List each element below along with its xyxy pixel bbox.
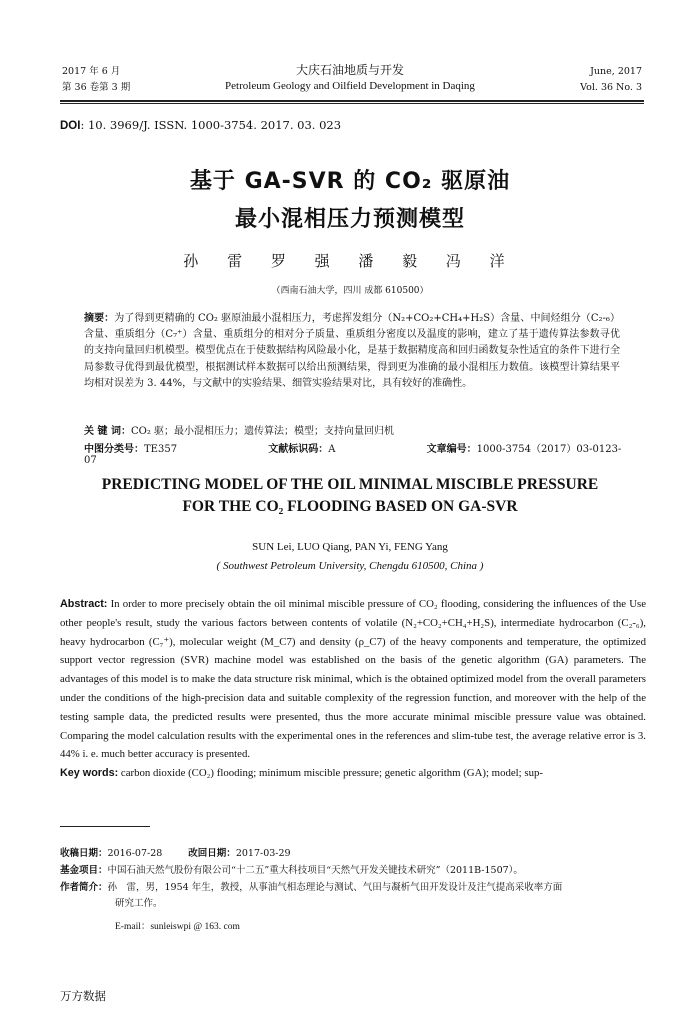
authors-en: SUN Lei, LUO Qiang, PAN Yi, FENG Yang [252, 541, 448, 553]
received-value: 2016-07-28 [107, 848, 163, 859]
footnote-dates [60, 846, 648, 862]
author-value-cont: 研究工作。 [115, 898, 163, 909]
author-value: 孙 雷，男，1954 年生，教授，从事油气相态理论与测试、气田与凝析气田开发设计及注气提高采收率方面 [107, 882, 563, 893]
keywords-en-text: carbon dioxide (CO₂) flooding; minimum miscible pressure; genetic algorithm (GA); model; sup- [120, 767, 543, 780]
doi-value: 10. 3969/J. ISSN. 1000-3754. 2017. 03. 023 [87, 118, 342, 132]
author-email: E-mail：sunleiswpi @ 163. com [115, 922, 240, 932]
keywords-cn [84, 422, 394, 437]
title-en-line1: PREDICTING MODEL OF THE OIL MINIMAL MISCIBLE PRESSURE [101, 476, 599, 493]
clc-label: 中图分类号： [84, 444, 144, 455]
abstract-en-label: Abstract: [60, 598, 108, 610]
keywords-cn-text: CO₂ 驱；最小混相压力；遗传算法；模型；支持向量回归机 [130, 426, 395, 437]
fund-value: 中国石油天然气股份有限公司“十二五”重大科技项目“天然气开发关键技术研究”（2011B-1507）。 [107, 865, 523, 876]
header-rule-thin [60, 103, 644, 104]
journal-title-cn: 大庆石油地质与开发 [295, 63, 404, 77]
footnote-rule [60, 826, 150, 827]
affiliation-cn: （西南石油大学，四川 成都 610500） [271, 286, 429, 296]
title-en-line2: FOR THE CO₂ FLOODING BASED ON GA-SVR [182, 498, 518, 515]
abstract-cn-text: 为了得到更精确的 CO₂ 驱原油最小混相压力，考虑挥发组分（N₂+CO₂+CH₄+H₂S）含量、中间烃组分（C₂-₆）含量、重质组分（C₇⁺）含量、重质组分的相对分子质量、重质组分密度以及温度的影响，建立了基于遗传算法参数寻优的支持向量回归机模型。模型优点在于使数据结构风险最小化，是基于数据精度高和回归函数复杂性适宜的条件下进行全局参数寻优得到最优模型，根据测试样本数据可以给出预测结果，得到更为准确的最小混相压力数值。该模型计算结果平均相对误差为 3. 44%，与文献中的实验结果、细管实验结果对比，具有较好的准确性。 [84, 313, 620, 389]
abstract-en [60, 595, 646, 783]
revised-label: 改回日期： [188, 848, 236, 859]
title-cn-line1: 基于 GA-SVR 的 CO₂ 驱原油 [189, 169, 511, 194]
doc-code-value: A [328, 444, 336, 455]
keywords-en-label: Key words: [60, 767, 119, 780]
revised-value: 2017-03-29 [235, 848, 291, 859]
header-volume-cn: 第 36 卷第 3 期 [62, 82, 131, 93]
doi-label: DOI [60, 120, 81, 132]
doi-line: DOI: 10. 3969/J. ISSN. 1000-3754. 2017. 03. 023 [60, 118, 342, 132]
affiliation-en: ( Southwest Petroleum University, Chengdu 610500, China ) [216, 560, 484, 572]
article-number-value: 1000-3754（2017）03-0123-07 [84, 444, 622, 466]
abstract-cn [84, 311, 620, 392]
abstract-cn-label: 摘要： [84, 313, 115, 324]
keywords-cn-label: 关 键 词： [84, 426, 131, 437]
header-date-cn: 2017 年 6 月 [62, 66, 121, 77]
authors-cn: 孙 雷 罗 强 潘 毅 冯 洋 [183, 252, 517, 270]
doc-code-label: 文献标识码： [268, 444, 329, 455]
header-volume-en: Vol. 36 No. 3 [580, 82, 642, 93]
abstract-en-text: In order to more precisely obtain the oil minimal miscible pressure of CO₂ flooding, considering the influences of the Use other people's result, study the various factors between contents of volatile (N₂+CO₂+CH₄+H₂S), intermediate hydrocarbon (C₂-₆), heavy hydrocarbon (C₇⁺), molecular weight (M_C7) and density (ρ_C7) of the heavy components and temperature, the optimized support vector regression (SVR) machine model was established on the basis of the genetic algorithm (GA) parameters. The advantages of this model is to make the data structure risk minimal, which is the obtained optimized model from the overall parameters under the conditions of the high-precision data and suitable complexity of the regression function, and moreover with the help of the testing sample data, the predicted results were presented, thus the more accurate minimal miscible pressure value was obtained. Comparing the model calculation results with the experimental ones in the references and slim-tube test, the average relative error is 3. 44% i. e. much better accuracy is presented. [60, 598, 647, 761]
footnote-author [60, 880, 648, 912]
author-label: 作者简介： [60, 882, 108, 893]
header-right [580, 64, 642, 96]
article-number-label: 文章编号： [426, 444, 477, 455]
clc-value: TE357 [144, 444, 178, 455]
journal-title-en: Petroleum Geology and Oilfield Development in Daqing [225, 80, 475, 92]
header-date-en: June, 2017 [590, 66, 642, 77]
header-rule-thick [60, 100, 644, 102]
received-label: 收稿日期： [60, 848, 108, 859]
footnote-fund [60, 863, 648, 879]
watermark-text: 万方数据 [60, 989, 106, 1003]
classification-line [84, 440, 700, 466]
fund-label: 基金项目： [60, 865, 108, 876]
title-cn-line2: 最小混相压力预测模型 [234, 207, 465, 232]
